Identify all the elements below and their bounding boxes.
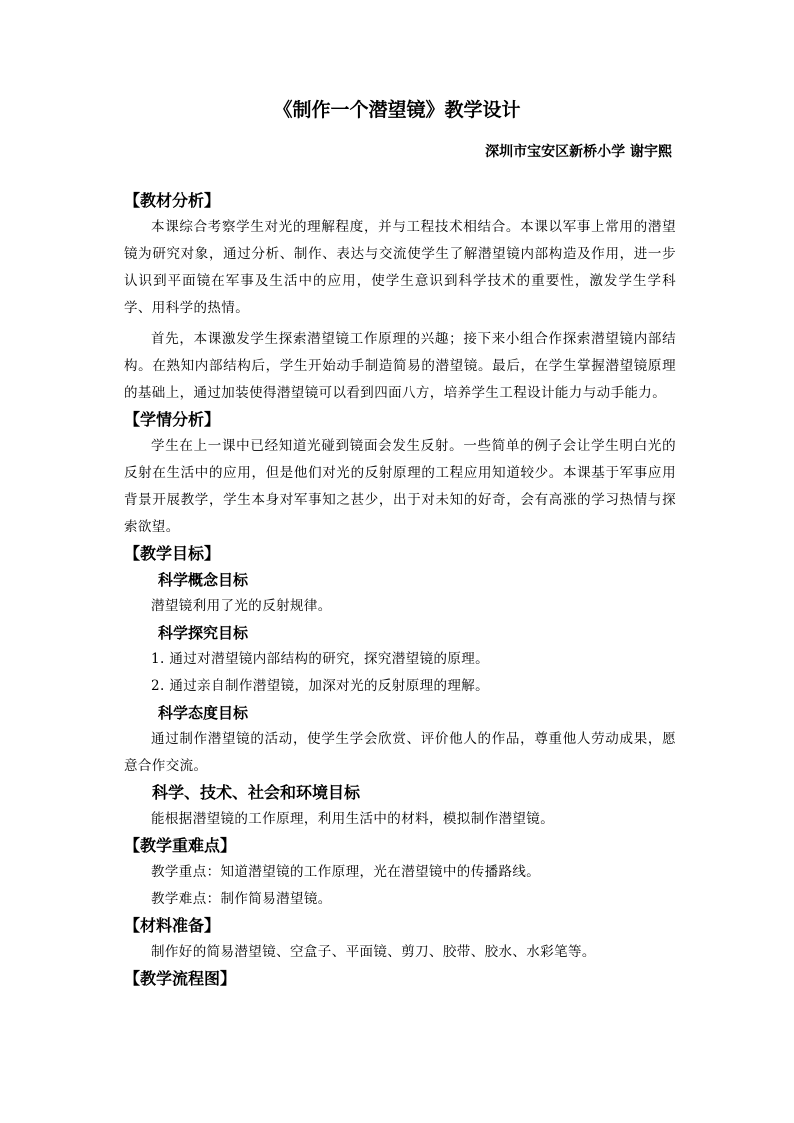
paragraph-textbook-analysis-2: 首先，本课激发学生探索潜望镜工作原理的兴趣；接下来小组合作探索潜望镜内部结构。在熟知内部结构后，学生开始动手制造简易的潜望镜。最后，在学生掌握潜望镜原理的基础上，通过加装使得潜望镜可以看到四面八方，培养学生工程设计能力与动手能力。 <box>124 331 676 401</box>
heading-flowchart: 【教学流程图】 <box>124 969 237 988</box>
heading-teaching-goals: 【教学目标】 <box>124 544 221 563</box>
subheading-inquiry-goal: 科学探究目标 <box>158 624 249 642</box>
text-key-point: 教学重点：知道潜望镜的工作原理，光在潜望镜中的传播路线。 <box>151 864 541 880</box>
list-item-inquiry-1: 1. 通过对潜望镜内部结构的研究，探究潜望镜的原理。 <box>151 651 490 667</box>
heading-textbook-analysis: 【教材分析】 <box>124 191 221 210</box>
document-body <box>124 188 676 992</box>
subheading-concept-goal: 科学概念目标 <box>158 571 249 589</box>
text-difficult-point: 教学难点：制作简易潜望镜。 <box>151 891 332 907</box>
paragraph-textbook-analysis-1: 本课综合考察学生对光的理解程度，并与工程技术相结合。本课以军事上常用的潜望镜为研究对象，通过分析、制作、表达与交流使学生了解潜望镜内部构造及作用，进一步认识到平面镜在军事及生活中的应用，使学生意识到科学技术的重要性，激发学生学科学、用科学的热情。 <box>124 219 676 316</box>
text-attitude-goal: 通过制作潜望镜的活动，使学生学会欣赏、评价他人的作品，尊重他人劳动成果，愿意合作交流。 <box>124 731 676 774</box>
text-concept-goal: 潜望镜利用了光的反射规律。 <box>151 598 332 614</box>
subheading-stse-goal: 科学、技术、社会和环境目标 <box>152 783 361 802</box>
document-author: 深圳市宝安区新桥小学 谢宇熙 <box>485 144 672 160</box>
paragraph-student-analysis: 学生在上一课中已经知道光碰到镜面会发生反射。一些简单的例子会让学生明白光的反射在生活中的应用，但是他们对光的反射原理的工程应用知道较少。本课基于军事应用背景开展教学，学生本身对军事知之甚少，出于对未知的好奇，会有高涨的学习热情与探索欲望。 <box>124 438 676 535</box>
document-title: 《制作一个潜望镜》教学设计 <box>273 99 521 121</box>
text-stse-goal: 能根据潜望镜的工作原理，利用生活中的材料，模拟制作潜望镜。 <box>151 811 555 827</box>
subheading-attitude-goal: 科学态度目标 <box>158 704 249 722</box>
heading-key-difficult: 【教学重难点】 <box>124 836 237 855</box>
heading-materials: 【材料准备】 <box>124 916 221 935</box>
heading-student-analysis: 【学情分析】 <box>124 410 221 429</box>
list-item-inquiry-2: 2. 通过亲自制作潜望镜，加深对光的反射原理的理解。 <box>151 678 490 694</box>
text-materials: 制作好的简易潜望镜、空盒子、平面镜、剪刀、胶带、胶水、水彩笔等。 <box>151 944 596 960</box>
